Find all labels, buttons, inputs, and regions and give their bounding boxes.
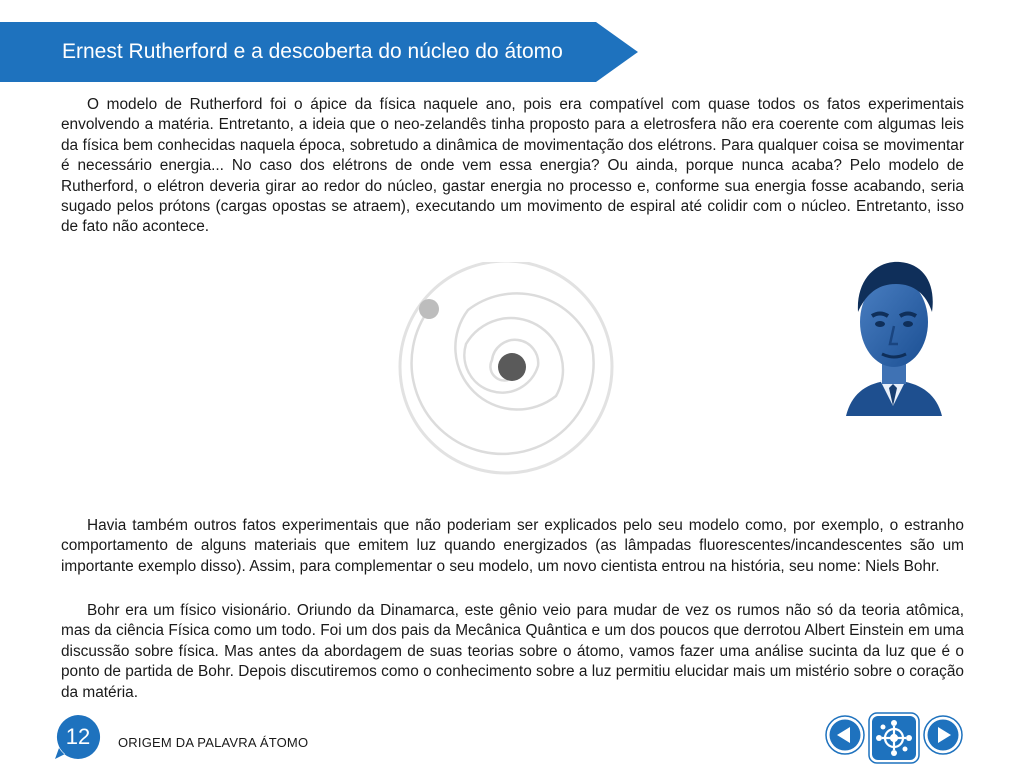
page-title: Ernest Rutherford e a descoberta do núcleo do átomo bbox=[62, 40, 563, 63]
next-page-button[interactable] bbox=[923, 715, 963, 755]
paragraph-rutherford-model: O modelo de Rutherford foi o ápice da física naquele ano, pois era compatível com quase todos os fatos experimentais envolvendo a matéria. Entretanto, a ideia que o neo-zelandês tinha proposto para a eletrosfera não era coerente com algumas leis da física bem conhecidas naquela época, sobretudo a dinâmica de movimentação dos elétrons. Para qualquer coisa se movimentar é necessário energia... No caso dos elétrons de onde vem essa energia? Ou ainda, porque nunca acaba? Pelo modelo de Rutherford, o elétron deveria girar ao redor do núcleo, gastar energia no processo e, conforme sua energia fosse acabando, seria sugado pelos prótons (cargas opostas se atraem), executando um movimento de espiral até colidir com o núcleo. Entretanto, isso de fato não acontece. bbox=[61, 96, 964, 236]
paragraph-other-facts: Havia também outros fatos experimentais que não poderiam ser explicados pelo seu modelo como, por exemplo, o estranho comportamento de alguns materiais que emitem luz quando energizados (as lâmpadas fluorescentes/incandescentes são um importante exemplo disso). Assim, para complementar o seu modelo, um novo cientista entrou na história, seu nome: Niels Bohr. bbox=[61, 517, 964, 575]
paragraph-bohr: Bohr era um físico visionário. Oriundo da Dinamarca, este gênio veio para mudar de vez os rumos não só da teoria atômica, mas da ciência Física como um todo. Foi um dos pais da Mecânica Quântica e um dos poucos que derrotou Albert Einstein em uma discussão sobre física. Mas antes da abordagem de suas teorias sobre o átomo, vamos fazer uma análise sucinta da luz que é o ponto de partida de Bohr. Depois discutiremos como o conhecimento sobre a luz permitiu elucidar mais um mistério sobre o coração da matéria. bbox=[61, 602, 964, 701]
page-number-badge bbox=[55, 714, 101, 760]
page-number: 12 bbox=[65, 724, 91, 749]
atom-spiral-illustration bbox=[396, 262, 616, 482]
previous-page-button[interactable] bbox=[825, 715, 865, 755]
chapter-label: ORIGEM DA PALAVRA ÁTOMO bbox=[118, 735, 309, 750]
title-banner bbox=[0, 22, 640, 82]
atom-menu-button[interactable] bbox=[868, 712, 920, 764]
niels-bohr-portrait bbox=[838, 256, 948, 422]
electron bbox=[419, 299, 439, 319]
nucleus bbox=[498, 353, 526, 381]
